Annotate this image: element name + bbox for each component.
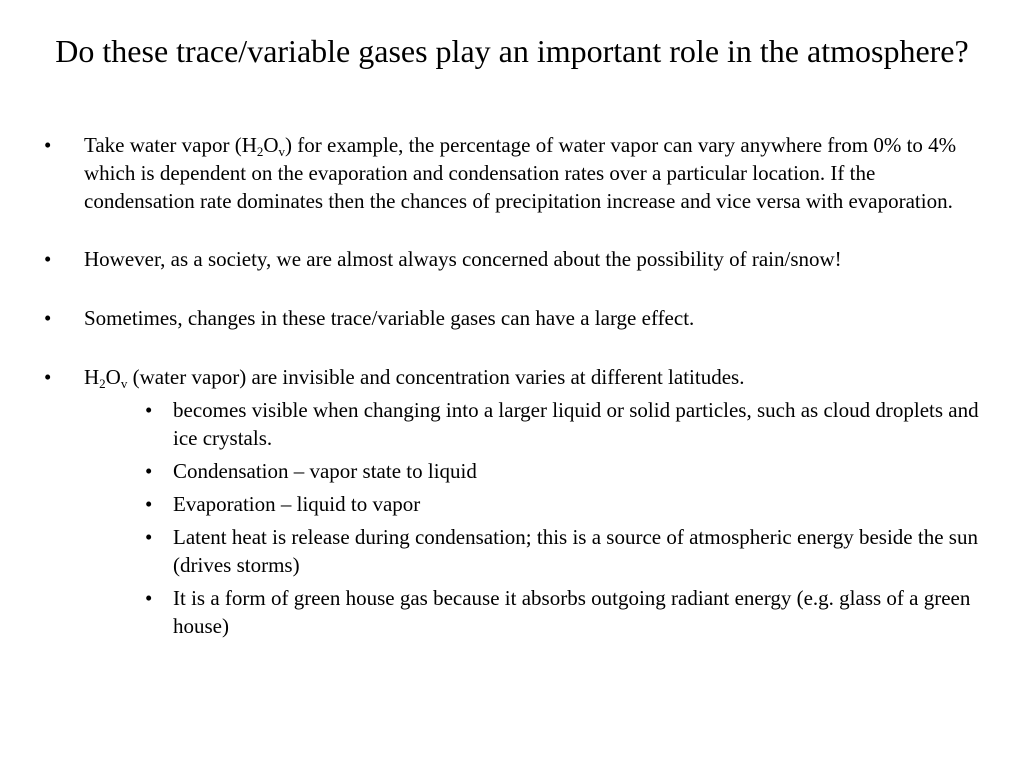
subscript: 2 <box>256 144 264 159</box>
bullet-text: (water vapor) are invisible and concentration varies at different latitudes. <box>127 365 745 389</box>
bullet-dot: • <box>145 586 153 610</box>
slide-body <box>44 131 984 640</box>
bullet-text: O <box>105 365 121 389</box>
sub-bullet-evaporation <box>44 490 984 518</box>
subscript: 2 <box>99 376 106 391</box>
subscript: v <box>120 376 128 391</box>
bullet-water-vapor-example <box>44 131 984 215</box>
sub-bullet-greenhouse-gas <box>44 584 984 640</box>
bullet-large-effect <box>44 304 984 332</box>
bullet-dot: • <box>145 525 153 549</box>
sub-bullet-latent-heat <box>44 523 984 579</box>
bullet-text: O <box>263 133 279 157</box>
bullet-dot: • <box>44 306 52 330</box>
sub-bullet-text: Evaporation – liquid to vapor <box>173 492 421 516</box>
sub-bullet-text: becomes visible when changing into a larger liquid or solid particles, such as cloud droplets and ice crystals. <box>173 398 979 450</box>
bullet-water-vapor-invisible <box>44 363 984 391</box>
bullet-dot: • <box>44 365 52 389</box>
slide-title: Do these trace/variable gases play an important role in the atmosphere? <box>55 33 969 69</box>
bullet-text: ) for example, the percentage of water vapor can vary anywhere from 0% to 4% which is dependent on the evaporation and condensation rates over a particular location. If the condensation rate dominates then the chances of precipitation increase and vice versa with evaporation. <box>84 133 957 213</box>
bullet-text: Sometimes, changes in these trace/variable gases can have a large effect. <box>84 306 695 330</box>
sub-bullet-text: Condensation – vapor state to liquid <box>173 459 477 483</box>
bullet-dot: • <box>44 133 52 157</box>
subscript: v <box>278 144 286 159</box>
bullet-text: Take water vapor (H <box>84 133 257 157</box>
bullet-dot: • <box>145 398 153 422</box>
sub-bullet-text: Latent heat is release during condensation; this is a source of atmospheric energy beside the sun (drives storms) <box>173 525 978 577</box>
bullet-dot: • <box>145 459 153 483</box>
sub-bullet-condensation <box>44 457 984 485</box>
bullet-dot: • <box>44 247 52 271</box>
bullet-text: H <box>84 365 100 389</box>
bullet-society-concern <box>44 245 984 273</box>
bullet-text: However, as a society, we are almost always concerned about the possibility of rain/snow! <box>84 247 842 271</box>
bullet-dot: • <box>145 492 153 516</box>
sub-bullet-visible <box>44 396 984 452</box>
sub-bullet-text: It is a form of green house gas because it absorbs outgoing radiant energy (e.g. glass of a green house) <box>173 586 971 638</box>
